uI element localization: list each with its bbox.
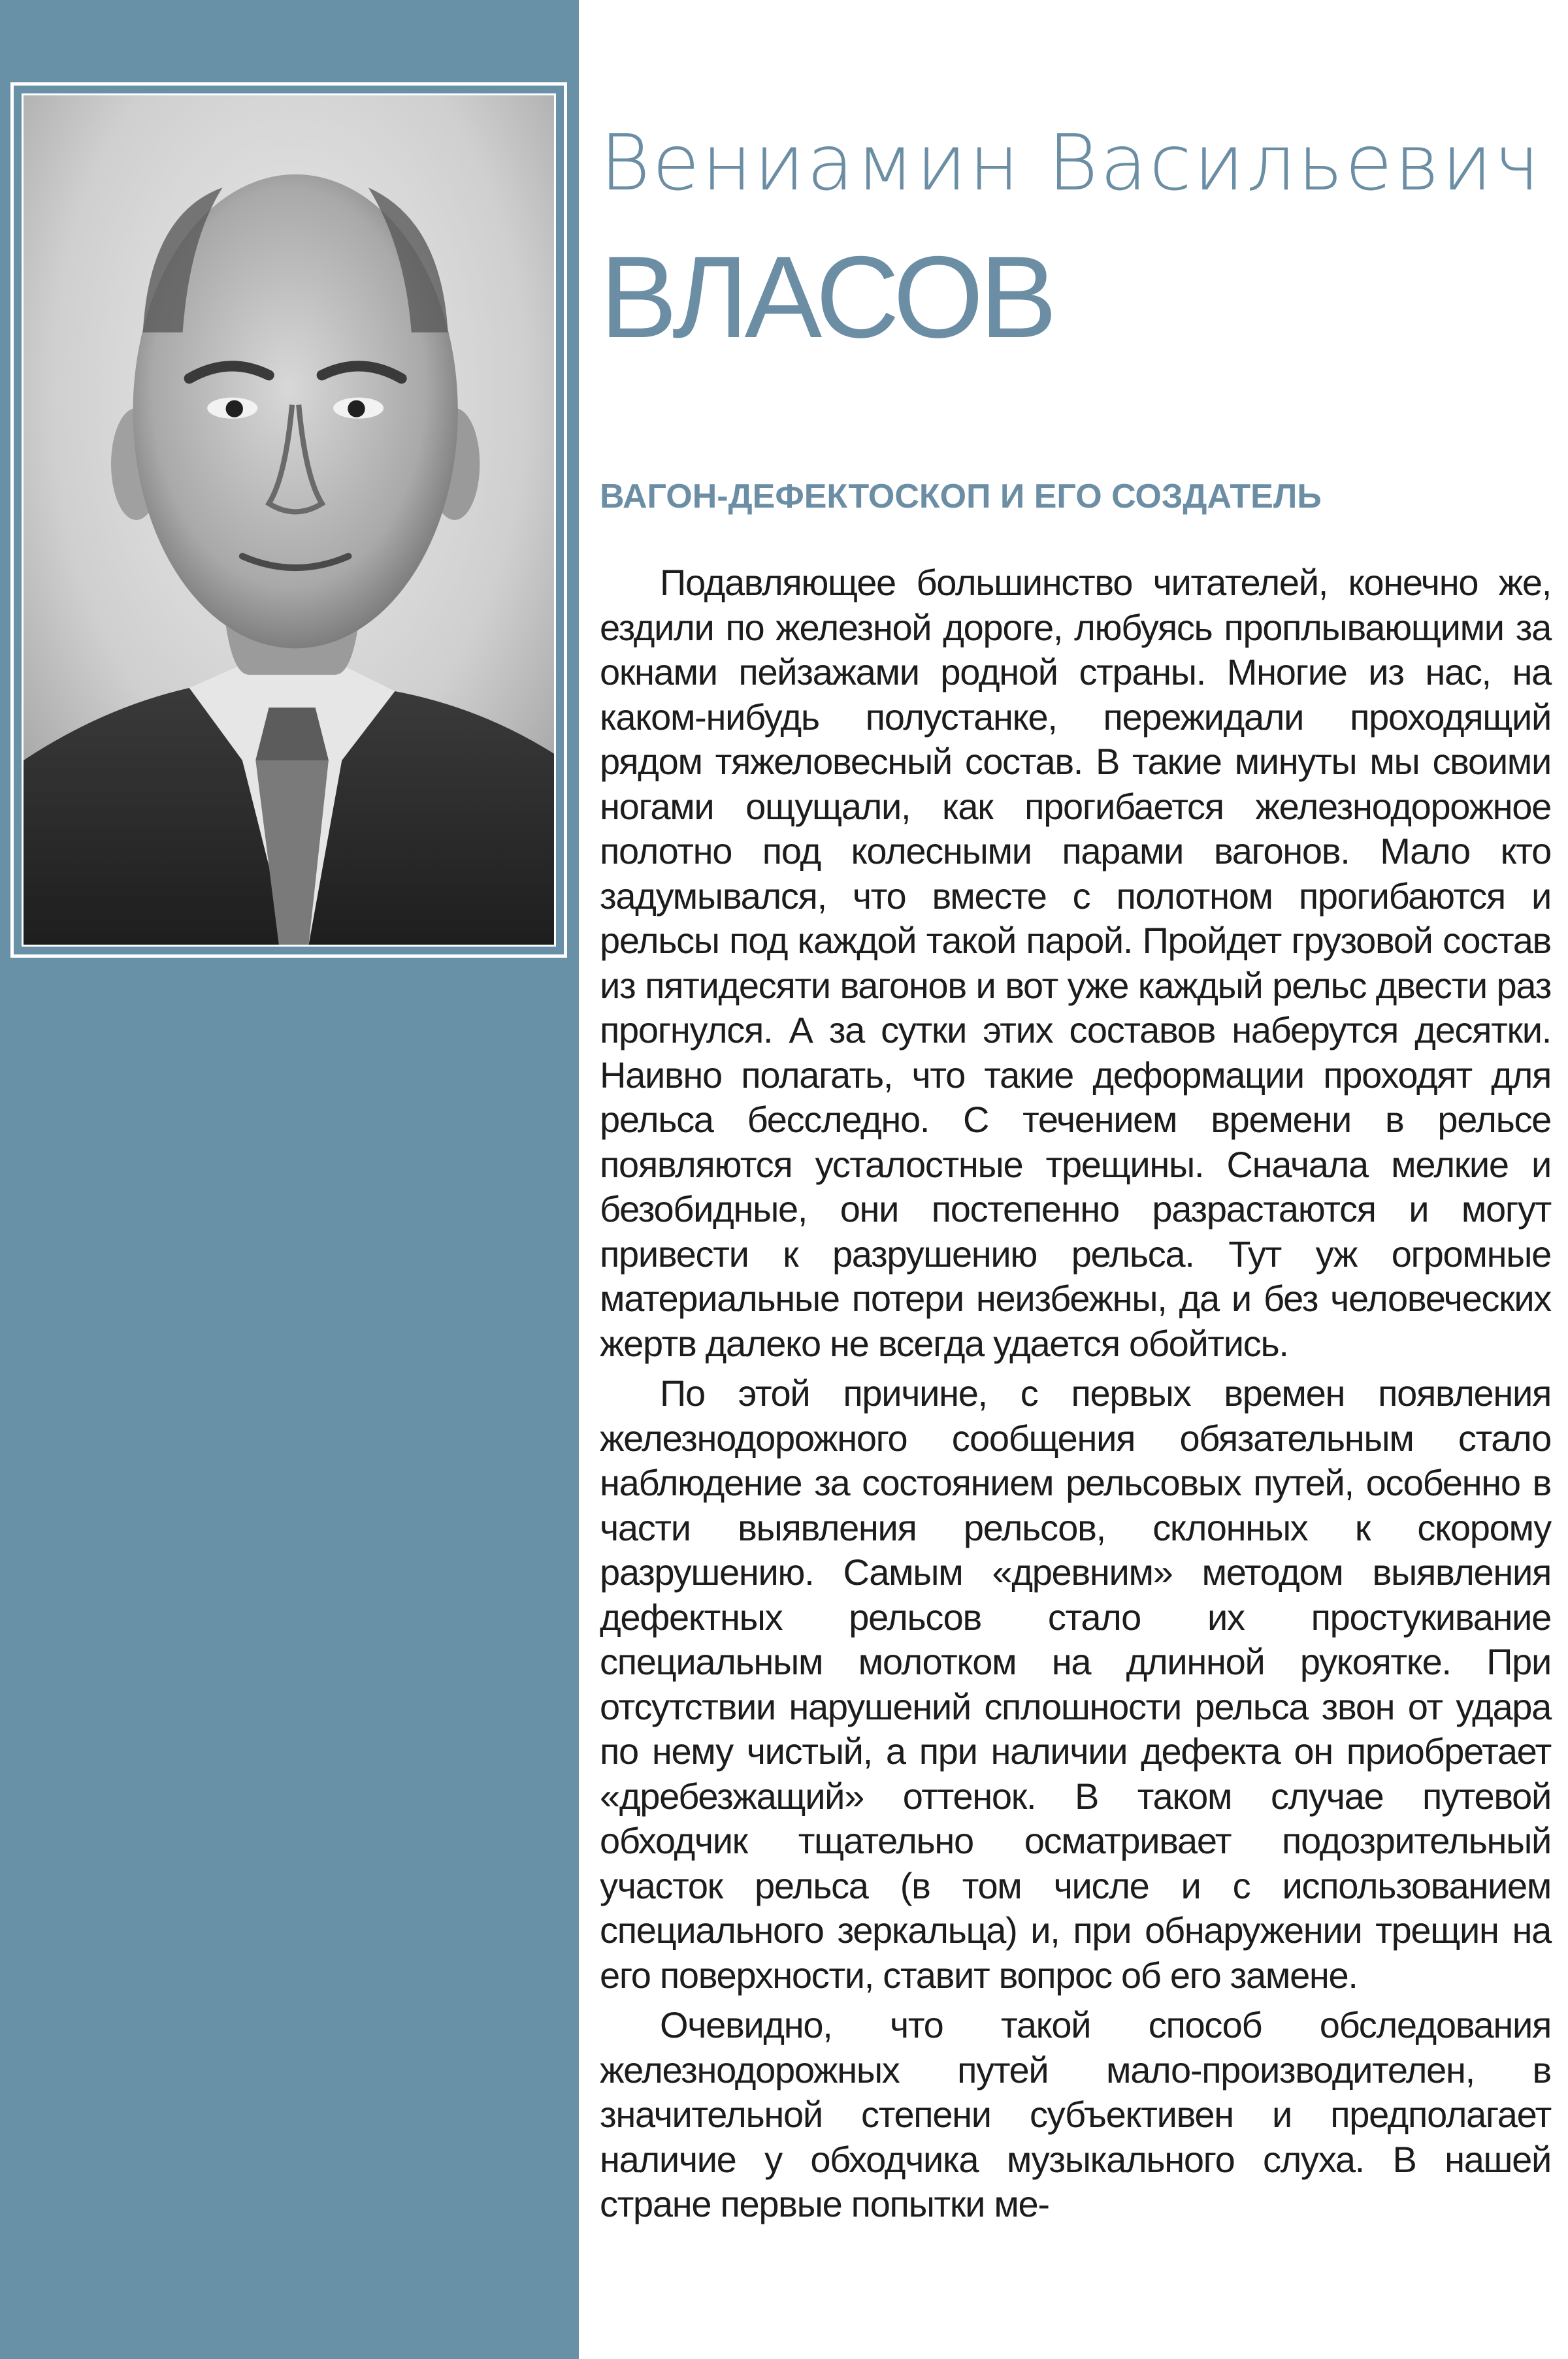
section-title: ВАГОН-ДЕФЕКТОСКОП И ЕГО СОЗДАТЕЛЬ [600, 478, 1322, 515]
portrait-frame [10, 82, 567, 958]
article-paragraph: Подавляющее большинство читателей, конечно же, ездили по железной дороге, любуясь проплывающими за окнами пейзажами родной страны. Многие из нас, на каком-нибудь полустанке, пережидали проходящий рядом тяжеловесный состав. В такие минуты мы своими ногами ощущали, как прогибается железнодорожное полотно под колесными парами вагонов. Мало кто задумывался, что вместе с полотном прогибаются и рельсы под каждой такой парой. Пройдет грузовой состав из пятидесяти вагонов и вот уже каждый рельс двести раз прогнулся. А за сутки этих составов наберутся десятки. Наивно полагать, что такие деформации проходят для рельса бесследно. С течением времени в рельсе появляются усталостные трещины. Сначала мелкие и безобидные, они постепенно разрастаются и могут привести к разрушению рельса. Тут уж огромные материальные потери неизбежны, да и без человеческих жертв далеко не всегда удается обойтись. [600, 562, 1551, 1364]
portrait-illustration [24, 95, 554, 945]
person-last-name: ВЛАСОВ [600, 232, 1054, 362]
sidebar-panel [0, 0, 579, 2359]
article-body [600, 561, 1551, 2227]
person-first-name: Вениамин Васильевич [600, 118, 1542, 208]
portrait-photo [22, 93, 556, 947]
article-paragraph: По этой причине, с первых времен появления железнодорожного сообщения обязательным стало наблюдение за состоянием рельсовых путей, особенно в части выявления рельсов, склонных к скорому разрушению. Самым «древним» методом выявления дефектных рельсов стало их простукивание специальным молотком на длинной рукоятке. При отсутствии нарушений сплошности рельса звон от удара по нему чистый, а при наличии дефекта он приобретает «дребезжащий» оттенок. В таком случае путевой обходчик тщательно осматривает подозрительный участок рельса (в том числе и с использованием специального зеркальца) и, при обнаружении трещин на его поверхности, ставит вопрос об его замене. [600, 1373, 1551, 1996]
article-paragraph: Очевидно, что такой способ обследования железнодорожных путей мало-производителен, в значительной степени субъективен и предполагает наличие у обходчика музыкального слуха. В нашей стране первые попытки ме- [600, 2004, 1551, 2224]
